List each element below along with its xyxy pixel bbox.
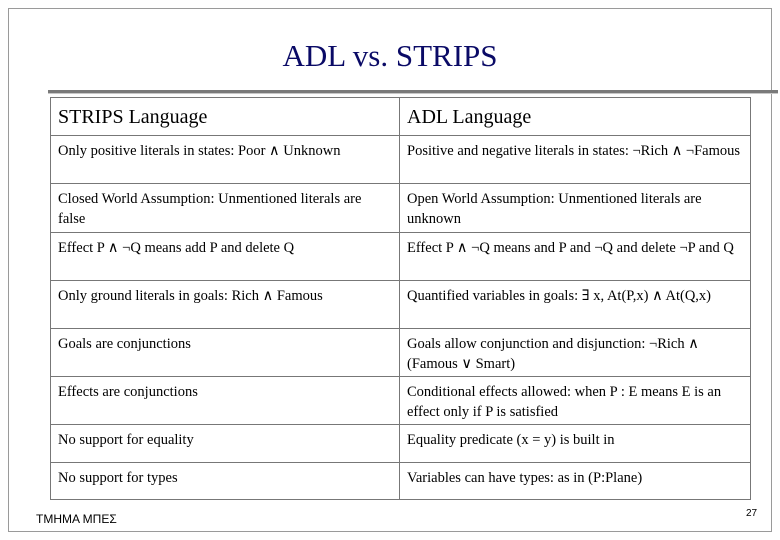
strips-cell: Only ground literals in goals: Rich ∧ Famous (51, 281, 400, 329)
department-footer: ΤΜΗΜΑ ΜΠΕΣ (36, 512, 117, 526)
adl-cell: Goals allow conjunction and disjunction: ¬Rich ∧ (Famous ∨ Smart) (400, 329, 751, 377)
table-header-row (51, 98, 751, 136)
table-row (51, 136, 751, 184)
page-number: 27 (746, 508, 758, 519)
table-row (51, 281, 751, 329)
adl-cell: Variables can have types: as in (P:Plane) (400, 463, 751, 500)
table-row (51, 184, 751, 233)
slide-title: ADL vs. STRIPS (282, 38, 498, 73)
title-divider (48, 90, 778, 94)
adl-cell: Equality predicate (x = y) is built in (400, 425, 751, 463)
strips-cell: Closed World Assumption: Unmentioned literals are false (51, 184, 400, 233)
table-row (51, 329, 751, 377)
strips-cell: Effect P ∧ ¬Q means add P and delete Q (51, 233, 400, 281)
strips-cell: No support for equality (51, 425, 400, 463)
adl-cell: Open World Assumption: Unmentioned literals are unknown (400, 184, 751, 233)
table-row (51, 463, 751, 500)
strips-cell: Only positive literals in states: Poor ∧ Unknown (51, 136, 400, 184)
adl-cell: Effect P ∧ ¬Q means and P and ¬Q and delete ¬P and Q (400, 233, 751, 281)
strips-cell: Effects are conjunctions (51, 377, 400, 425)
table-row (51, 233, 751, 281)
header-strips: STRIPS Language (51, 98, 400, 136)
strips-cell: No support for types (51, 463, 400, 500)
strips-cell: Goals are conjunctions (51, 329, 400, 377)
comparison-table (50, 97, 751, 500)
table-row (51, 377, 751, 425)
header-adl: ADL Language (400, 98, 751, 136)
table-row (51, 425, 751, 463)
adl-cell: Conditional effects allowed: when P : E means E is an effect only if P is satisfied (400, 377, 751, 425)
adl-cell: Quantified variables in goals: ∃ x, At(P,x) ∧ At(Q,x) (400, 281, 751, 329)
adl-cell: Positive and negative literals in states: ¬Rich ∧ ¬Famous (400, 136, 751, 184)
